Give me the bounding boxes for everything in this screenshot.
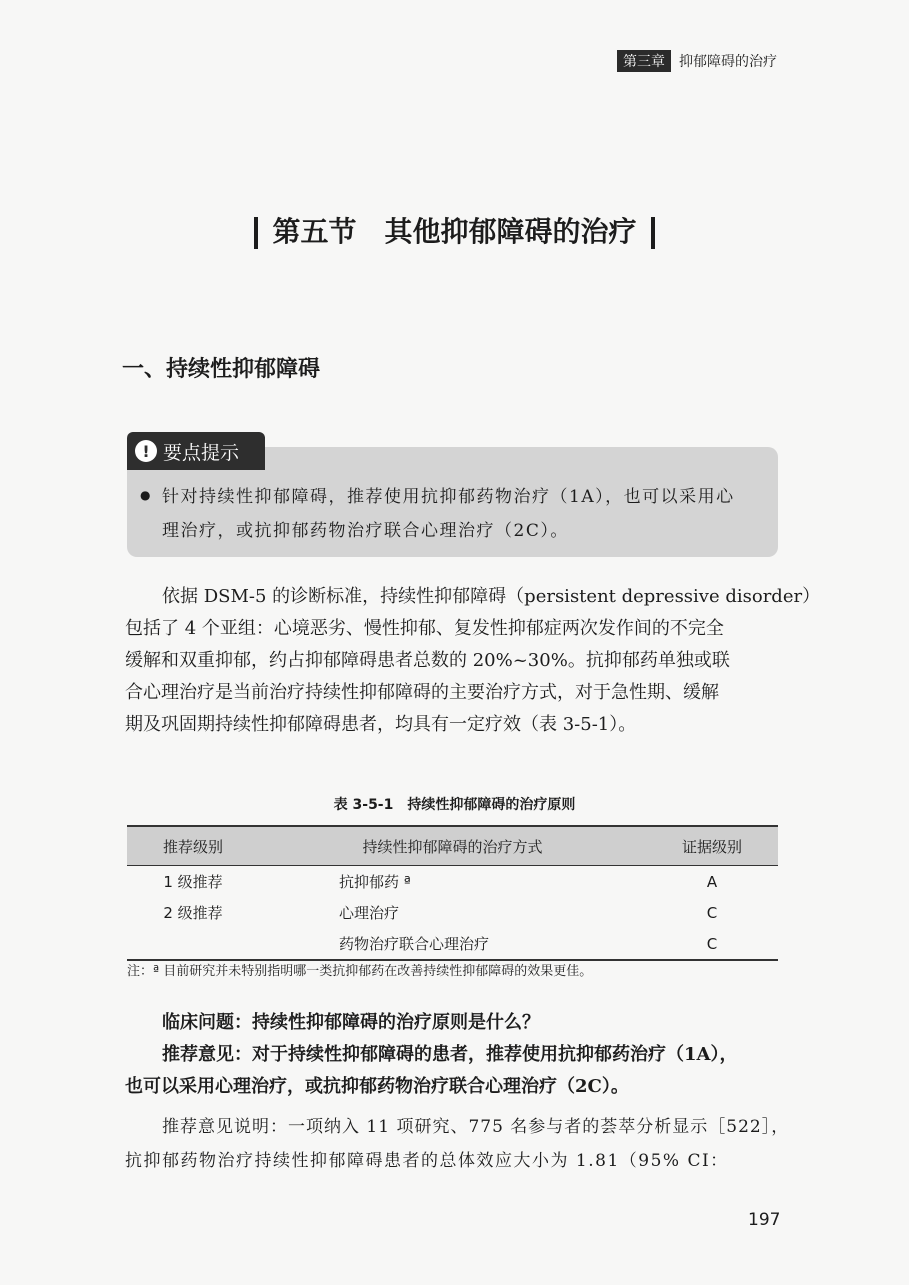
- recommendation-line: 也可以采用心理治疗，或抗抑郁药物治疗联合心理治疗（2C）。: [125, 1076, 629, 1097]
- table-cell: 心理治疗: [339, 904, 400, 922]
- table-row: [127, 866, 778, 898]
- explanation-line: 抗抑郁药物治疗持续性抑郁障碍患者的总体效应大小为 1.81（95% CI：: [125, 1151, 729, 1171]
- treatment-table: [127, 825, 778, 961]
- table-header-row: [127, 826, 778, 866]
- callout-line: 理治疗，或抗抑郁药物治疗联合心理治疗（2C）。: [162, 521, 569, 541]
- table-note: 注：ª 目前研究并未特别指明哪一类抗抑郁药在改善持续性抑郁障碍的效果更佳。: [127, 964, 593, 979]
- table-cell: 抗抑郁药 ª: [339, 873, 411, 891]
- explanation-line: 推荐意见说明：一项纳入 11 项研究、775 名参与者的荟萃分析显示［522］，: [162, 1117, 790, 1137]
- header-cell: 推荐级别: [127, 826, 259, 866]
- header-cell: 持续性抑郁障碍的治疗方式: [259, 826, 646, 866]
- paragraph-line: 期及巩固期持续性抑郁障碍患者，均具有一定疗效（表 3-5-1）。: [125, 714, 637, 735]
- callout-line: 针对持续性抑郁障碍，推荐使用抗抑郁药物治疗（1A），也可以采用心: [162, 487, 735, 507]
- page-number: 197: [748, 1210, 781, 1230]
- chapter-label: 第三章: [617, 50, 671, 72]
- bullet-icon: ●: [140, 488, 151, 502]
- title-bar-right: [651, 217, 655, 249]
- running-header: [617, 50, 777, 72]
- section-title: [0, 210, 909, 250]
- table-row: [127, 897, 778, 928]
- paragraph-line: 缓解和双重抑郁，约占抑郁障碍患者总数的 20%~30%。抗抑郁药单独或联: [125, 650, 730, 671]
- table-cell: A: [706, 872, 718, 891]
- exclamation-icon: !: [135, 440, 157, 462]
- chapter-title: 抑郁障碍的治疗: [679, 54, 777, 70]
- key-points-label: 要点提示: [163, 441, 240, 464]
- paragraph-line: 包括了 4 个亚组：心境恶劣、慢性抑郁、复发性抑郁症两次发作间的不完全: [125, 618, 724, 639]
- paragraph-line: 依据 DSM-5 的诊断标准，持续性抑郁障碍（persistent depressive disorder）: [162, 586, 821, 607]
- key-points-tab: [127, 432, 265, 470]
- table-cell: C: [706, 903, 718, 922]
- header-cell: 证据级别: [646, 826, 778, 866]
- subsection-title: 一、持续性抑郁障碍: [122, 356, 321, 382]
- title-bar-left: [254, 217, 258, 249]
- table-cell: 药物治疗联合心理治疗: [259, 928, 646, 960]
- table-cell: 1 级推荐: [163, 873, 223, 891]
- table-caption: 表 3-5-1 持续性抑郁障碍的治疗原则: [333, 797, 576, 813]
- recommendation-line: 推荐意见：对于持续性抑郁障碍的患者，推荐使用抗抑郁药治疗（1A），: [162, 1044, 738, 1065]
- table-cell: [127, 928, 259, 960]
- clinical-question: 临床问题：持续性抑郁障碍的治疗原则是什么？: [162, 1012, 540, 1033]
- table-row: [127, 928, 778, 960]
- paragraph-line: 合心理治疗是当前治疗持续性抑郁障碍的主要治疗方式，对于急性期、缓解: [125, 682, 719, 703]
- table-cell: 2 级推荐: [163, 904, 223, 922]
- table-cell: C: [646, 928, 778, 960]
- section-title-text: 第五节 其他抑郁障碍的治疗: [272, 215, 637, 248]
